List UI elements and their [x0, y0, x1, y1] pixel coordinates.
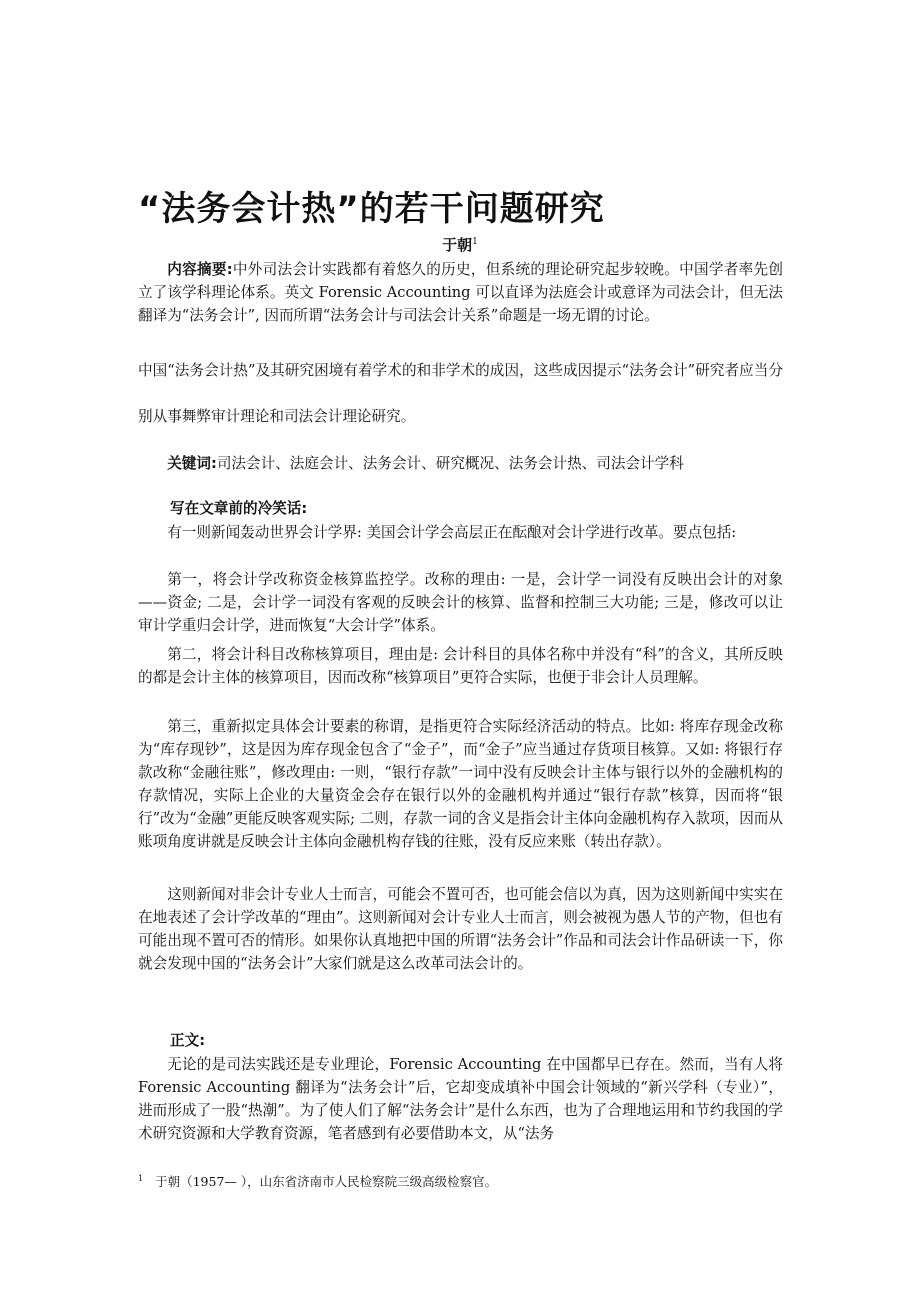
body-heading: 正文: [170, 1032, 206, 1049]
abstract-text-1: 中外司法会计实践都有着悠久的历史，但系统的理论研究起步较晚。中国学者率先创立了该学科理论体系。英文 Forensic Accounting 可以直译为法庭会计或意译为司法会计，但无法翻译为“法务会计”, 因而所谓“法务会计与司法会计关系”命题是一场无谓的讨论。 [138, 261, 783, 324]
keywords-label: 关键词: [167, 455, 217, 472]
preface-paragraph-2: 第一，将会计学改称资金核算监控学。改称的理由: 一是，会计学一词没有反映出会计的对象——资金; 二是，会计学一词没有客观的反映会计的核算、监督和控制三大功能; 三是，修改可以让审计学重归会计学，进而恢复“大会计学”体系。 [138, 571, 783, 634]
footnote [138, 1170, 783, 1191]
keywords-text: 司法会计、法庭会计、法务会计、研究概况、法务会计热、司法会计学科 [216, 455, 684, 472]
article-title: “法务会计热”的若干问题研究 [138, 189, 605, 229]
keywords-line [138, 452, 783, 475]
footnote-text: 于朝（1957— ），山东省济南市人民检察院三级高级检察官。 [155, 1174, 498, 1190]
abstract-paragraph-1 [138, 258, 783, 327]
preface-paragraph-4: 第三，重新拟定具体会计要素的称谓，是指更符合实际经济活动的特点。比如: 将库存现金改称为“库存现钞”，这是因为库存现金包含了“金子”，而“金子”应当通过存货项目核算。又如: 将银行存款改称“金融往账”，修改理由: 一则，“银行存款”一词中没有反映会计主体与银行以外的金融机构的存款情况，实际上企业的大量资金会存在银行以外的金融机构并通过“银行存款”核算，因而将“银行”改为“金融”更能反映客观实际; 二则，存款一词的含义是指会计主体向金融机构存入款项，因而从账项角度讲就是反映会计主体向金融机构存钱的往账，没有反应来账（转出存款）。 [138, 718, 783, 850]
body-paragraph-1: 无论的是司法实践还是专业理论，Forensic Accounting 在中国都早已存在。然而，当有人将 Forensic Accounting 翻译为“法务会计”后，它却变成填补中国会计领域的“新兴学科（专业）”，进而形成了一股“热潮”。为了使人们了解“法务会计”是什么东西，也为了合理地运用和节约我国的学术研究资源和大学教育资源，笔者感到有必要借助本文，从“法务 [138, 1056, 783, 1142]
preface-paragraph-5: 这则新闻对非会计专业人士而言，可能会不置可否，也可能会信以为真，因为这则新闻中实实在在地表述了会计学改革的“理由”。这则新闻对会计专业人士而言，则会被视为愚人节的产物，但也有可能出现不置可否的情形。如果你认真地把中国的所谓“法务会计”作品和司法会计作品研读一下，你就会发现中国的“法务会计”大家们就是这么改革司法会计的。 [138, 886, 783, 972]
preface-paragraph-3: 第二，将会计科目改称核算项目，理由是: 会计科目的具体名称中并没有“科”的含义，其所反映的都是会计主体的核算项目，因而改称“核算项目”更符合实际，也便于非会计人员理解。 [138, 646, 783, 686]
abstract-label: 内容摘要: [167, 261, 233, 278]
preface-paragraph-1: 有一则新闻轰动世界会计学界: 美国会计学会高层正在酝酿对会计学进行改革。要点包括: [167, 524, 737, 541]
author-name: 于朝 [442, 236, 473, 254]
author-line [0, 232, 920, 255]
preface-heading: 写在文章前的冷笑话: [170, 500, 308, 517]
footnote-mark: 1 [138, 1174, 144, 1183]
abstract-paragraph-2: 中国“法务会计热”及其研究困境有着学术的和非学术的成因，这些成因提示“法务会计”研究者应当分别从事舞弊审计理论和司法会计理论研究。 [138, 362, 783, 425]
footnote-marker: 1 [472, 237, 478, 247]
